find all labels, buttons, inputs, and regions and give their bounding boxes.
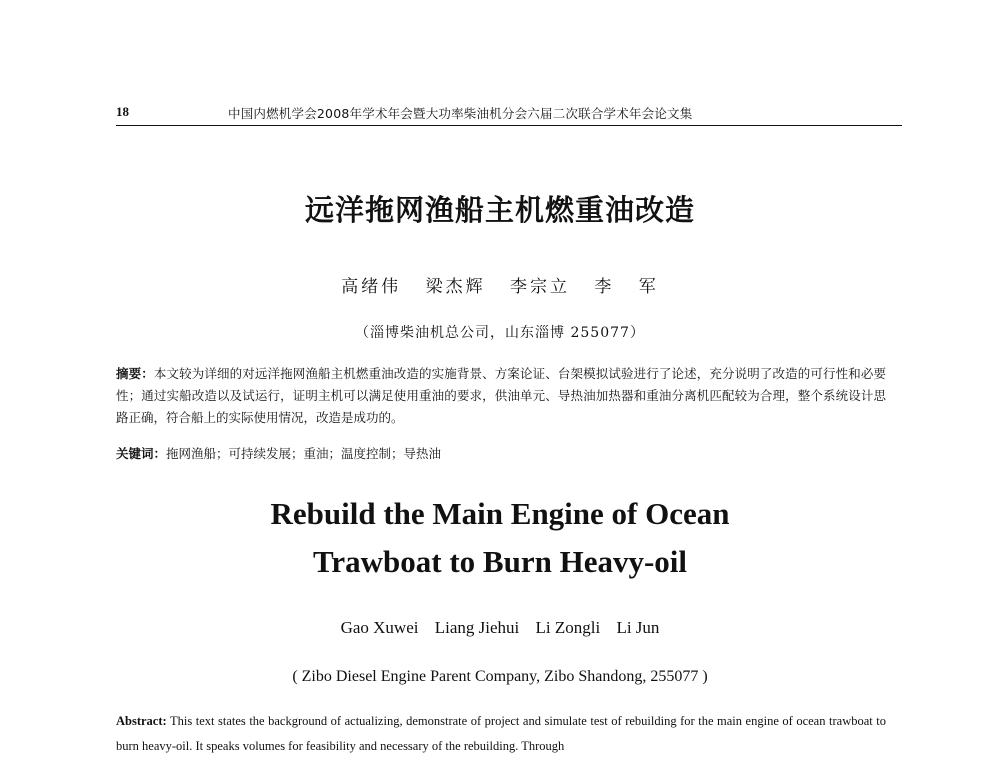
chinese-authors: 高绪伟 梁杰辉 李宗立 李 军 bbox=[341, 277, 659, 297]
english-authors bbox=[0, 618, 1000, 638]
english-title-line-1: Rebuild the Main Engine of Ocean bbox=[270, 496, 730, 531]
header-rule bbox=[116, 125, 902, 126]
chinese-affiliation: （淄博柴油机总公司，山东淄博 255077） bbox=[355, 325, 645, 341]
page-number: 18 bbox=[116, 104, 129, 119]
english-affiliation: ( Zibo Diesel Engine Parent Company, Zibo Shandong, 255077 ) bbox=[292, 668, 708, 685]
english-abstract-label: Abstract: bbox=[116, 714, 167, 728]
author-name: Li Zongli bbox=[535, 618, 601, 637]
chinese-abstract-label: 摘要： bbox=[116, 366, 154, 381]
chinese-abstract-text: 本文较为详细的对远洋拖网渔船主机燃重油改造的实施背景、方案论证、台架模拟试验进行了论述，充分说明了改造的可行性和必要性；通过实船改造以及试运行，证明主机可以满足使用重油的要求，供油单元、导热油加热器和重油分离机匹配较为合理，整个系统设计思路正确，符合船上的实际使用情况，改造是成功的。 bbox=[116, 366, 886, 425]
chinese-keywords bbox=[116, 443, 886, 465]
running-header bbox=[116, 104, 902, 126]
english-title-line-2: Trawboat to Burn Heavy-oil bbox=[313, 544, 687, 579]
chinese-keywords-label: 关键词： bbox=[116, 446, 167, 461]
author-name: Gao Xuwei bbox=[340, 618, 419, 637]
chinese-keywords-text: 拖网渔船；可持续发展；重油；温度控制；导热油 bbox=[166, 446, 442, 461]
english-title bbox=[0, 490, 1000, 586]
running-title: 中国内燃机学会2008年学术年会暨大功率柴油机分会六届二次联合学术年会论文集 bbox=[228, 106, 693, 121]
author-name: Li Jun bbox=[616, 618, 660, 637]
english-abstract-text: This text states the background of actualizing, demonstrate of project and simulate test of rebuilding for the main engine of ocean trawboat to burn heavy-oil. It speaks volumes for feasibility and necessary of the rebuilding. Through bbox=[116, 714, 886, 753]
chinese-title: 远洋拖网渔船主机燃重油改造 bbox=[304, 193, 695, 227]
chinese-abstract bbox=[116, 363, 886, 429]
english-abstract bbox=[116, 709, 886, 759]
author-name: Liang Jiehui bbox=[434, 618, 520, 637]
